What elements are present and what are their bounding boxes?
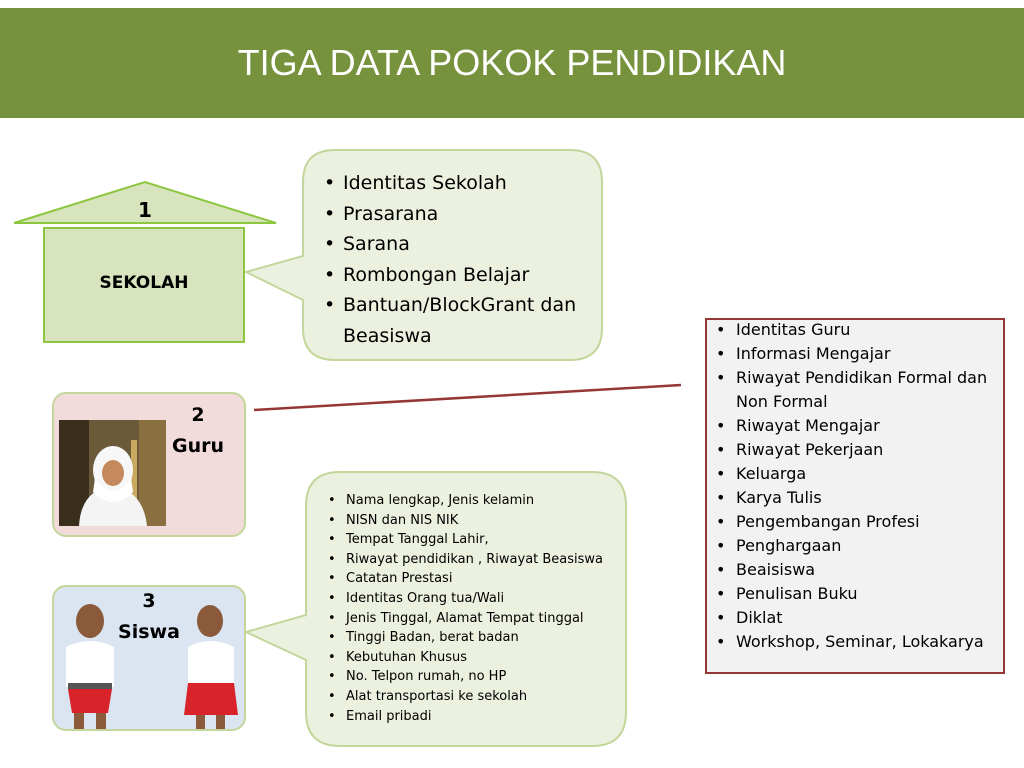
list-item: • Kebutuhan Khusus xyxy=(326,648,620,668)
list-item: • Penulisan Buku xyxy=(714,582,1004,606)
siswa-number: 3 xyxy=(142,590,156,612)
guru-label xyxy=(170,400,226,462)
guru-photo xyxy=(59,420,166,526)
list-item: • Identitas Guru xyxy=(714,318,1004,342)
sekolah-list xyxy=(322,168,592,351)
list-item: • Diklat xyxy=(714,606,1004,630)
guru-title: Guru xyxy=(171,435,225,457)
list-item: • Catatan Prestasi xyxy=(326,569,620,589)
sekolah-label: SEKOLAH xyxy=(99,273,189,293)
siswa-list xyxy=(326,491,620,726)
list-item: • Penghargaan xyxy=(714,534,1004,558)
list-item: • Prasarana xyxy=(322,199,592,230)
slide-title: TIGA DATA POKOK PENDIDIKAN xyxy=(237,42,787,83)
list-item: • Nama lengkap, Jenis kelamin xyxy=(326,491,620,511)
list-item: • Email pribadi xyxy=(326,707,620,727)
list-item: • Karya Tulis xyxy=(714,486,1004,510)
list-item: • Jenis Tinggal, Alamat Tempat tinggal xyxy=(326,609,620,629)
list-item: • Bantuan/BlockGrant dan Beasiswa xyxy=(322,290,592,351)
list-item: • Riwayat Mengajar xyxy=(714,414,1004,438)
list-item: • Identitas Orang tua/Wali xyxy=(326,589,620,609)
sekolah-number: 1 xyxy=(138,198,152,222)
list-item: • Workshop, Seminar, Lokakarya xyxy=(714,630,1004,654)
list-item: • Riwayat Pendidikan Formal dan Non Formal xyxy=(714,366,1004,414)
list-item: • Beaisiswa xyxy=(714,558,1004,582)
siswa-label xyxy=(112,586,186,648)
list-item: • Tinggi Badan, berat badan xyxy=(326,628,620,648)
list-item: • Informasi Mengajar xyxy=(714,342,1004,366)
guru-connector-line xyxy=(254,385,681,410)
list-item: • Tempat Tanggal Lahir, xyxy=(326,530,620,550)
list-item: • Sarana xyxy=(322,229,592,260)
list-item: • Riwayat Pekerjaan xyxy=(714,438,1004,462)
guru-number: 2 xyxy=(191,404,205,426)
list-item: • Keluarga xyxy=(714,462,1004,486)
siswa-title: Siswa xyxy=(118,621,180,643)
guru-list xyxy=(714,318,1004,654)
list-item: • NISN dan NIS NIK xyxy=(326,511,620,531)
list-item: • Identitas Sekolah xyxy=(322,168,592,199)
list-item: • No. Telpon rumah, no HP xyxy=(326,667,620,687)
list-item: • Riwayat pendidikan , Riwayat Beasiswa xyxy=(326,550,620,570)
student-photo-girl xyxy=(182,597,242,729)
list-item: • Alat transportasi ke sekolah xyxy=(326,687,620,707)
list-item: • Pengembangan Profesi xyxy=(714,510,1004,534)
list-item: • Rombongan Belajar xyxy=(322,260,592,291)
